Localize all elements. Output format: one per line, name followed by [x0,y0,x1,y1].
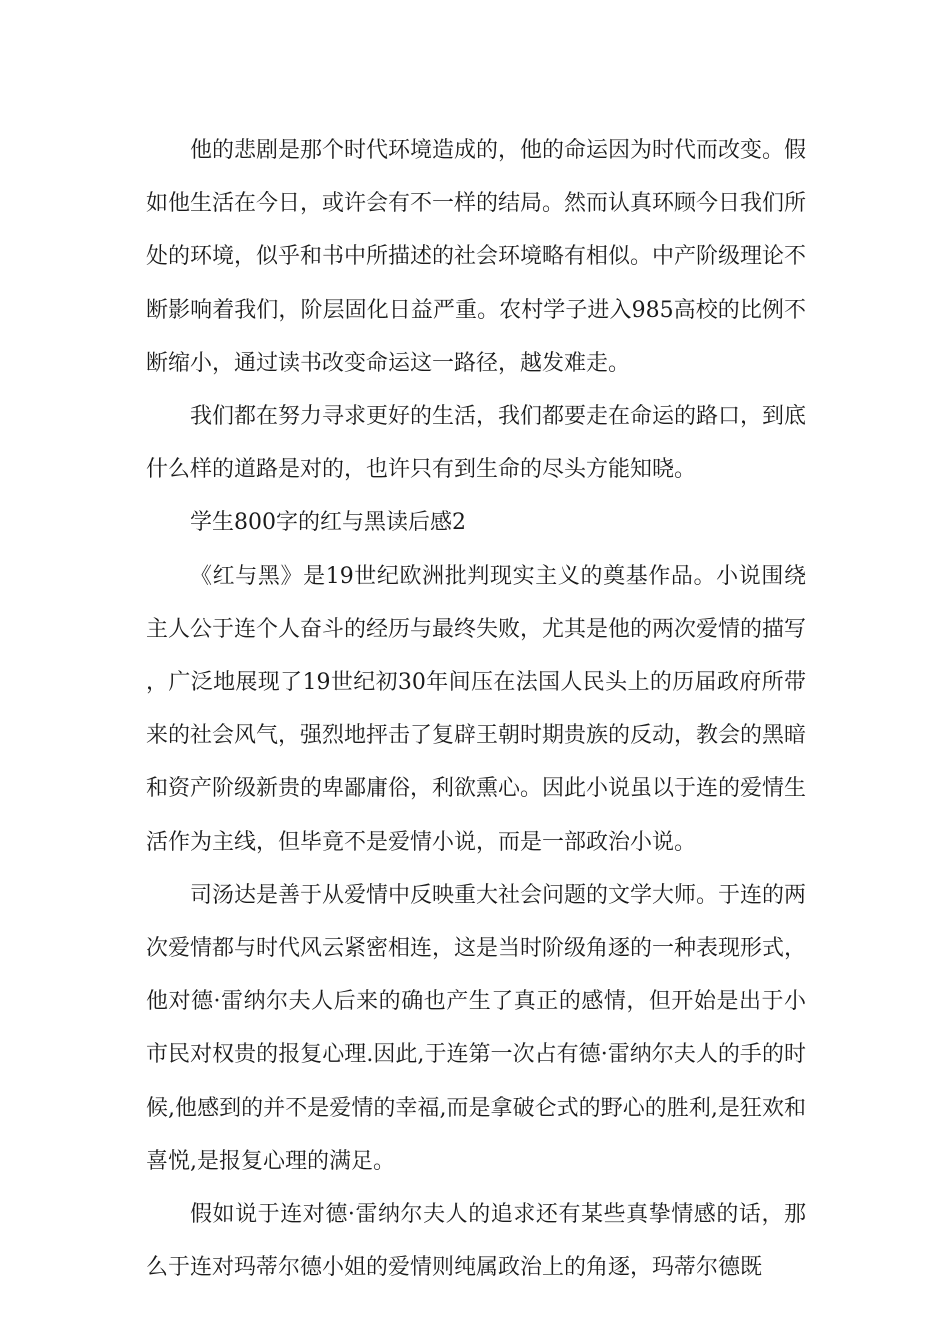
paragraph-5: 假如说于连对德·雷纳尔夫人的追求还有某些真挚情感的话，那么于连对玛蒂尔德小姐的爱情则纯属政治上的角逐，玛蒂尔德既 [146,1202,806,1281]
paragraph-4: 司汤达是善于从爱情中反映重大社会问题的文学大师。于连的两次爱情都与时代风云紧密相连，这是当时阶级角逐的一种表现形式，他对德·雷纳尔夫人后来的确也产生了真正的感情，但开始是出于小市民对权贵的报复心理.因此,于连第一次占有德·雷纳尔夫人的手的时候,他感到的并不是爱情的幸福,而是拿破仑式的野心的胜利,是狂欢和喜悦,是报复心理的满足。 [146,882,807,1174]
section-heading: 学生800字的红与黑读后感2 [190,510,466,536]
paragraph-3: 《红与黑》是19世纪欧洲批判现实主义的奠基作品。小说围绕主人公于连个人奋斗的经历与最终失败，尤其是他的两次爱情的描写，广泛地展现了19世纪初30年间压在法国人民头上的历届政府所带来的社会风气，强烈地抨击了复辟王朝时期贵族的反动，教会的黑暗和资产阶级新贵的卑鄙庸俗，利欲熏心。因此小说虽以于连的爱情生活作为主线，但毕竟不是爱情小说，而是一部政治小说。 [146,563,807,855]
paragraph-2: 我们都在努力寻求更好的生活，我们都要走在命运的路口，到底什么样的道路是对的，也许只有到生命的尽头方能知晓。 [146,404,807,483]
paragraph-1: 他的悲剧是那个时代环境造成的，他的命运因为时代而改变。假如他生活在今日，或许会有不一样的结局。然而认真环顾今日我们所处的环境，似乎和书中所描述的社会环境略有相似。中产阶级理论不断影响着我们，阶层固化日益严重。农村学子进入985高校的比例不断缩小，通过读书改变命运这一路径，越发难走。 [146,138,807,376]
document-body [146,124,806,1294]
